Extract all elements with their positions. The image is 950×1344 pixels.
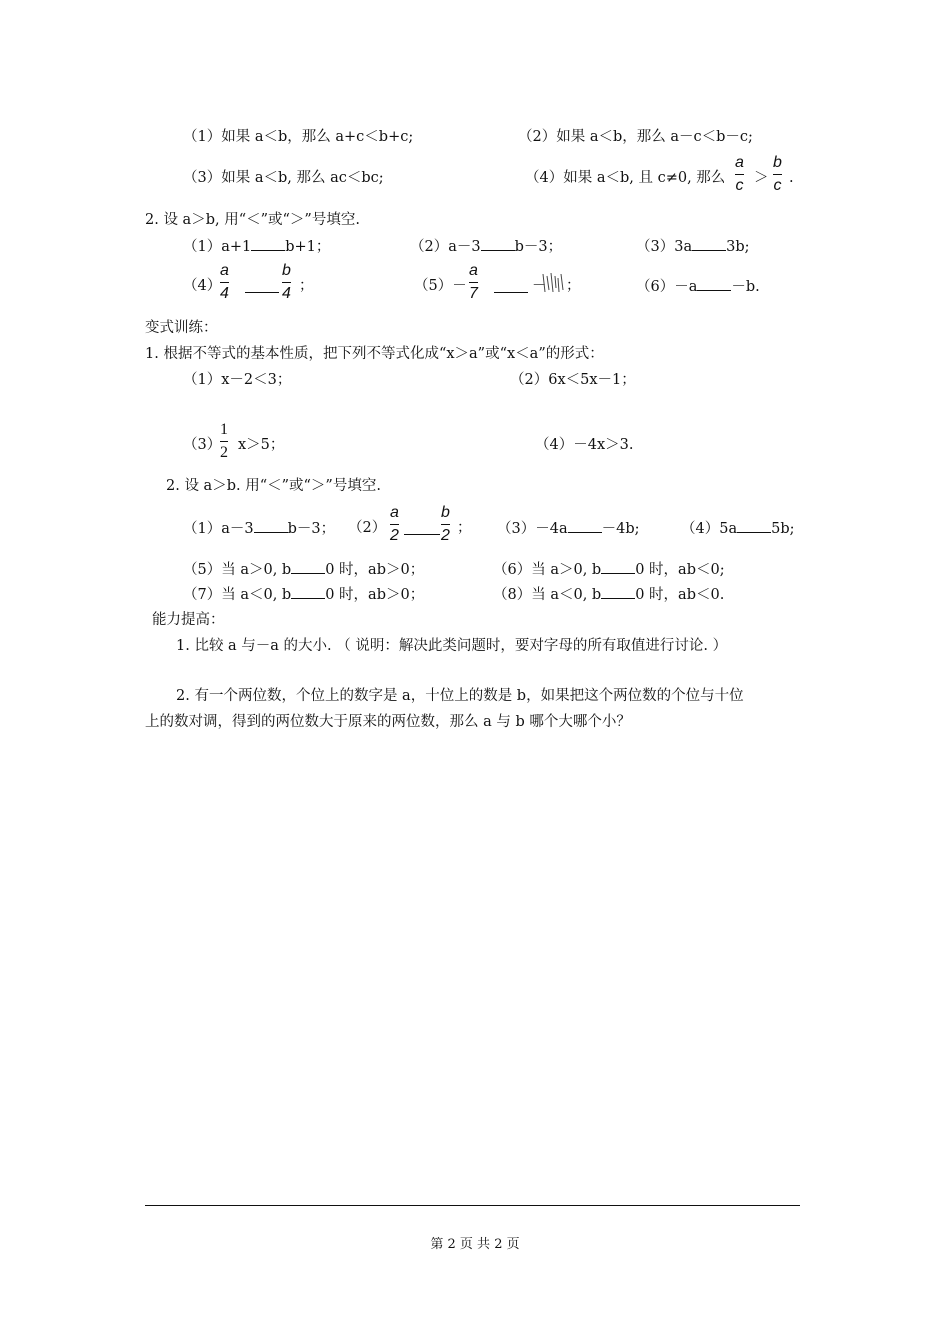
fraction-denominator: 4 bbox=[282, 285, 291, 302]
answer-blank[interactable] bbox=[291, 559, 325, 574]
answer-blank[interactable] bbox=[737, 518, 771, 533]
q2-5-label: （5）－ bbox=[414, 278, 467, 294]
fraction-b-over-c bbox=[773, 154, 782, 195]
q2-4-label: （4） bbox=[183, 278, 222, 294]
fraction-numerator: a bbox=[220, 262, 229, 279]
semicolon: ； bbox=[566, 278, 581, 294]
footer-divider bbox=[145, 1205, 800, 1206]
variant-1-item-2: （2）6x＜5x－1； bbox=[510, 372, 636, 388]
variant-2-item-8 bbox=[493, 584, 724, 605]
v2-1-left: （1）a－3 bbox=[183, 521, 254, 537]
q2-1-left: （1）a+1 bbox=[183, 239, 252, 255]
variant-2-item-2-label: （2） bbox=[348, 520, 387, 536]
answer-blank[interactable] bbox=[245, 278, 279, 293]
ability-question-1: 1. 比较 a 与－a 的大小. （ 说明：解决此类问题时，要对字母的所有取值进行讨论. ） bbox=[176, 638, 728, 654]
question-2-title: 2. 设 a＞b, 用“＜”或“＞”号填空. bbox=[145, 212, 360, 228]
scribble-mark bbox=[541, 270, 565, 296]
q2-item-1 bbox=[183, 236, 330, 257]
fraction-denominator: c bbox=[735, 177, 744, 194]
q2-2-right: b－3； bbox=[514, 239, 563, 255]
greater-sign: ＞ bbox=[754, 170, 769, 186]
ability-heading: 能力提高： bbox=[152, 612, 225, 628]
q2-3-left: （3）3a bbox=[636, 239, 693, 255]
semicolon: ； bbox=[299, 278, 314, 294]
variant-2-item-3 bbox=[497, 518, 640, 539]
fraction-denominator: c bbox=[773, 177, 782, 194]
property-3: （3）如果 a＜b, 那么 ac＜bc; bbox=[183, 170, 384, 186]
fraction-b-over-2 bbox=[441, 504, 450, 545]
variant-2-item-1 bbox=[183, 518, 335, 539]
answer-blank[interactable] bbox=[494, 278, 528, 293]
variant-1-item-4: （4）－4x＞3. bbox=[535, 437, 634, 453]
q2-2-left: （2）a－3 bbox=[410, 239, 481, 255]
q2-6-left: （6）－a bbox=[636, 279, 698, 295]
fraction-denominator: 2 bbox=[441, 527, 450, 544]
property-1: （1）如果 a＜b，那么 a+c＜b+c; bbox=[183, 129, 414, 145]
fraction-numerator: a bbox=[469, 262, 478, 279]
semicolon: ； bbox=[457, 520, 472, 536]
property-2: （2）如果 a＜b，那么 a－c＜b－c; bbox=[518, 129, 753, 145]
fraction-numerator: b bbox=[282, 262, 291, 279]
variant-1-item-3-text: x＞5； bbox=[238, 437, 285, 453]
v2-5-right: 0 时，ab＞0； bbox=[325, 562, 425, 578]
q2-item-6 bbox=[636, 276, 760, 297]
fraction-a-over-2 bbox=[390, 504, 399, 545]
fraction-a-over-c bbox=[735, 154, 744, 195]
fraction-numerator: b bbox=[441, 504, 450, 521]
variant-2-item-6 bbox=[493, 559, 725, 580]
fraction-numerator: a bbox=[390, 504, 399, 521]
v2-3-right: －4b; bbox=[601, 521, 640, 537]
variant-1-title: 1. 根据不等式的基本性质，把下列不等式化成“x＞a”或“x＜a”的形式： bbox=[145, 346, 604, 362]
fraction-denominator: 7 bbox=[469, 285, 478, 302]
v2-6-right: 0 时，ab＜0; bbox=[635, 562, 725, 578]
v2-5-left: （5）当 a＞0, b bbox=[183, 562, 292, 578]
answer-blank[interactable] bbox=[601, 584, 635, 599]
variant-2-item-4 bbox=[681, 518, 795, 539]
fraction-denominator: 2 bbox=[220, 444, 228, 461]
v2-6-left: （6）当 a＞0, b bbox=[493, 562, 602, 578]
fraction-a-over-7 bbox=[469, 262, 478, 303]
period: . bbox=[789, 170, 794, 186]
answer-blank[interactable] bbox=[254, 518, 288, 533]
v2-8-right: 0 时，ab＜0. bbox=[635, 587, 725, 603]
fraction-numerator: a bbox=[735, 154, 744, 171]
page-number: 第 2 页 共 2 页 bbox=[430, 1237, 520, 1252]
answer-blank[interactable] bbox=[251, 236, 285, 251]
answer-blank[interactable] bbox=[692, 236, 726, 251]
variant-1-item-1: （1）x－2＜3； bbox=[183, 372, 292, 388]
fraction-denominator: 2 bbox=[390, 527, 399, 544]
variant-2-item-5 bbox=[183, 559, 424, 580]
answer-blank[interactable] bbox=[291, 584, 325, 599]
answer-blank[interactable] bbox=[481, 236, 515, 251]
fraction-b-over-4 bbox=[282, 262, 291, 303]
v2-4-left: （4）5a bbox=[681, 521, 738, 537]
answer-blank[interactable] bbox=[568, 518, 602, 533]
variant-heading: 变式训练： bbox=[145, 320, 218, 336]
q2-1-right: b+1； bbox=[285, 239, 331, 255]
q2-item-3 bbox=[636, 236, 750, 257]
ability-question-2-line-2: 上的数对调，得到的两位数大于原来的两位数，那么 a 与 b 哪个大哪个小？ bbox=[145, 714, 631, 730]
q2-item-2 bbox=[410, 236, 562, 257]
fraction-denominator: 4 bbox=[220, 285, 229, 302]
q2-6-right: －b. bbox=[731, 279, 760, 295]
q2-5-minus: － bbox=[532, 278, 547, 294]
v2-1-right: b－3； bbox=[287, 521, 336, 537]
fraction-numerator: 1 bbox=[220, 421, 228, 438]
fraction-numerator: b bbox=[773, 154, 782, 171]
variant-2-item-7 bbox=[183, 584, 424, 605]
ability-question-2-line-1: 2. 有一个两位数，个位上的数字是 a，十位上的数是 b，如果把这个两位数的个位与十位 bbox=[176, 688, 744, 704]
v2-7-right: 0 时，ab＞0； bbox=[325, 587, 425, 603]
fraction-one-half bbox=[220, 421, 228, 462]
variant-2-title: 2. 设 a＞b. 用“＜”或“＞”号填空. bbox=[166, 478, 381, 494]
v2-8-left: （8）当 a＜0, b bbox=[493, 587, 602, 603]
answer-blank[interactable] bbox=[601, 559, 635, 574]
answer-blank[interactable] bbox=[697, 276, 731, 291]
v2-4-right: 5b; bbox=[771, 521, 795, 537]
property-4-text: （4）如果 a＜b, 且 c≠0, 那么 bbox=[525, 170, 726, 186]
v2-3-left: （3）－4a bbox=[497, 521, 568, 537]
variant-1-item-3-label: （3） bbox=[183, 437, 222, 453]
v2-7-left: （7）当 a＜0, b bbox=[183, 587, 292, 603]
q2-3-right: 3b; bbox=[726, 239, 750, 255]
answer-blank[interactable] bbox=[404, 520, 440, 535]
fraction-a-over-4 bbox=[220, 262, 229, 303]
